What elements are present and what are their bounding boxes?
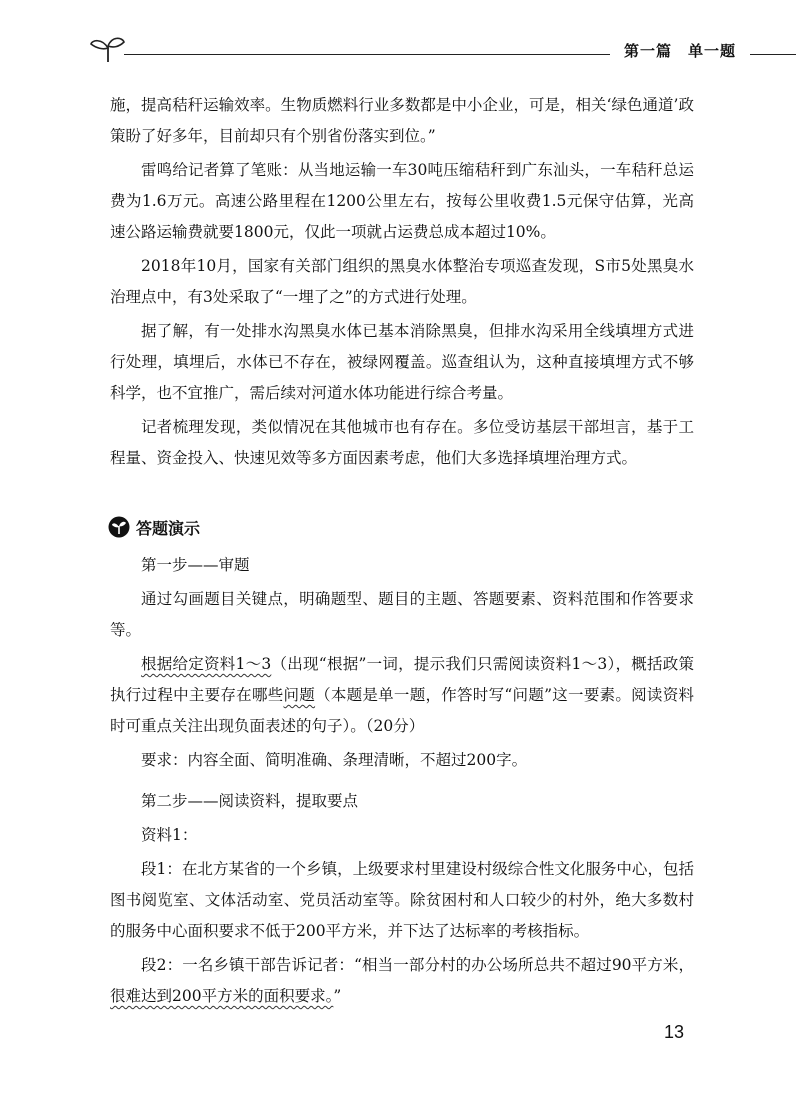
page-number: 13 xyxy=(664,1022,685,1042)
question-scope: 根据给定资料1～3 xyxy=(141,655,272,673)
material-label: 资料1： xyxy=(141,826,198,844)
paragraph-5: 记者梳理发现，类似情况在其他城市也有存在。多位受访基层干部坦言，基于工程量、资金投入、快速见效等多方面因素考虑，他们大多选择填埋治理方式。 xyxy=(110,418,694,467)
answer-demo xyxy=(110,550,694,1015)
sprout-icon xyxy=(88,34,128,64)
question-text xyxy=(110,649,694,742)
paragraph-2: 雷鸣给记者算了笔账：从当地运输一车30吨压缩秸秆到广东汕头，一车秸秆总运费为1.6万元。高速公路里程在1200公里左右，按每公里收费1.5元保守估算，光高速公路运输费就要1800元，仅此一项就占运费总成本超过10%。 xyxy=(110,161,694,241)
section-title: 答题演示 xyxy=(136,518,201,538)
question-note-2: （本题是单一题，作答时写“问题”这一要素。阅读资料时可重点关注出现负面表述的句子）。（20分） xyxy=(110,686,694,735)
step1-intro: 通过勾画题目关键点，明确题型、题目的主题、答题要素、资料范围和作答要求等。 xyxy=(110,590,694,639)
article-body xyxy=(110,90,694,477)
header-title: 第一篇 单一题 xyxy=(610,40,750,61)
segment-2-lead: 段2：一名乡镇干部告诉记者：“相当一部分村的办公场所总共不超过90平方米， xyxy=(141,956,694,974)
question-focus: 问题 xyxy=(283,686,316,704)
header-rule-left xyxy=(124,54,644,55)
section-heading xyxy=(108,514,200,540)
paragraph-4: 据了解，有一处排水沟黑臭水体已基本消除黑臭，但排水沟采用全线填埋方式进行处理，填埋后，水体已不存在，被绿网覆盖。巡查组认为，这种直接填埋方式不够科学，也不宜推广，需后续对河道水体功能进行综合考量。 xyxy=(110,322,694,402)
segment-2-highlight: 很难达到200平方米的面积要求。 xyxy=(110,987,334,1005)
segment-1: 段1：在北方某省的一个乡镇，上级要求村里建设村级综合性文化服务中心，包括图书阅览室、文体活动室、党员活动室等。除贫困村和人口较少的村外，绝大多数村的服务中心面积要求不低于200平方米，并下达了达标率的考核指标。 xyxy=(110,860,694,940)
step1-title: 第一步——审题 xyxy=(141,556,250,574)
requirement-text: 要求：内容全面、简明准确、条理清晰，不超过200字。 xyxy=(141,751,528,769)
segment-2-close: ” xyxy=(333,987,342,1005)
segment-2 xyxy=(110,950,694,1012)
paragraph-1: 施，提高秸秆运输效率。生物质燃料行业多数都是中小企业，可是，相关‘绿色通道’政策盼了好多年，目前却只有个别省份落实到位。” xyxy=(110,96,694,145)
question-note-1: （出现“根据”一词，提示我们只需阅读资料1～3），概括政策执行过程中主要存在哪些 xyxy=(110,655,694,704)
step2-title: 第二步——阅读资料，提取要点 xyxy=(141,792,359,810)
sprout-badge-icon xyxy=(108,516,130,538)
paragraph-3: 2018年10月，国家有关部门组织的黑臭水体整治专项巡查发现，S市5处黑臭水治理点中，有3处采取了“一埋了之”的方式进行处理。 xyxy=(110,257,694,306)
page-header xyxy=(88,28,788,76)
